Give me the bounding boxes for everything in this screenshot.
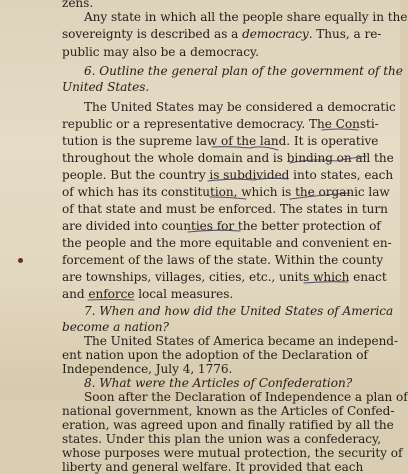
ink-spot xyxy=(18,258,23,263)
question-heading: 8. What were the Articles of Confederation? xyxy=(84,376,353,390)
text-line: Any state in which all the people share equally in the xyxy=(84,10,408,24)
text-line: the people and the more equitable and convenient en- xyxy=(62,236,392,250)
text-line: and enforce local measures. xyxy=(62,287,234,301)
text-line: Independence, July 4, 1776. xyxy=(62,362,233,376)
text-line: people. But the country is subdivided into states, each xyxy=(62,168,394,182)
text-line: of which has its constitution, which is the organic law xyxy=(62,185,390,199)
text-line: The United States may be considered a democratic xyxy=(84,100,396,114)
text-line: of that state and must be enforced. The states in turn xyxy=(62,202,388,216)
text-line: public may also be a democracy. xyxy=(62,45,259,59)
question-heading: become a nation? xyxy=(62,320,169,334)
text-line: national government, known as the Articles of Confed- xyxy=(62,404,395,418)
text-line: liberty and general welfare. It provided that each xyxy=(62,460,364,474)
text-line: forcement of the laws of the state. Within the county xyxy=(62,253,384,267)
text-line: ent nation upon the adoption of the Declaration of xyxy=(62,348,368,362)
text-line: are townships, villages, cities, etc., units which enact xyxy=(62,270,387,284)
text-line: are divided into counties for the better protection of xyxy=(62,219,381,233)
text-line: The United States of America became an independ- xyxy=(84,334,399,348)
text-run: . Thus, a re- xyxy=(308,27,382,41)
text-run: sovereignty is described as a xyxy=(62,27,243,41)
question-heading: United States. xyxy=(62,80,150,94)
text-line: tution is the supreme law of the land. It is operative xyxy=(62,134,379,148)
text-line: Soon after the Declaration of Independence a plan of xyxy=(84,390,408,404)
text-line: whose purposes were mutual protection, the security of xyxy=(62,446,403,460)
text-line: zens. xyxy=(62,0,94,10)
question-heading: 7. When and how did the United States of America xyxy=(84,304,394,318)
text-line: eration, was agreed upon and finally ratified by all the xyxy=(62,418,394,432)
text-line: republic or a representative democracy. The Consti- xyxy=(62,117,379,131)
text-line: throughout the whole domain and is binding on all the xyxy=(62,151,394,165)
emphasis-word: democracy xyxy=(242,27,309,41)
text-line xyxy=(62,27,381,41)
text-line: states. Under this plan the union was a confederacy, xyxy=(62,432,382,446)
question-heading: 6. Outline the general plan of the government of the xyxy=(84,64,403,78)
